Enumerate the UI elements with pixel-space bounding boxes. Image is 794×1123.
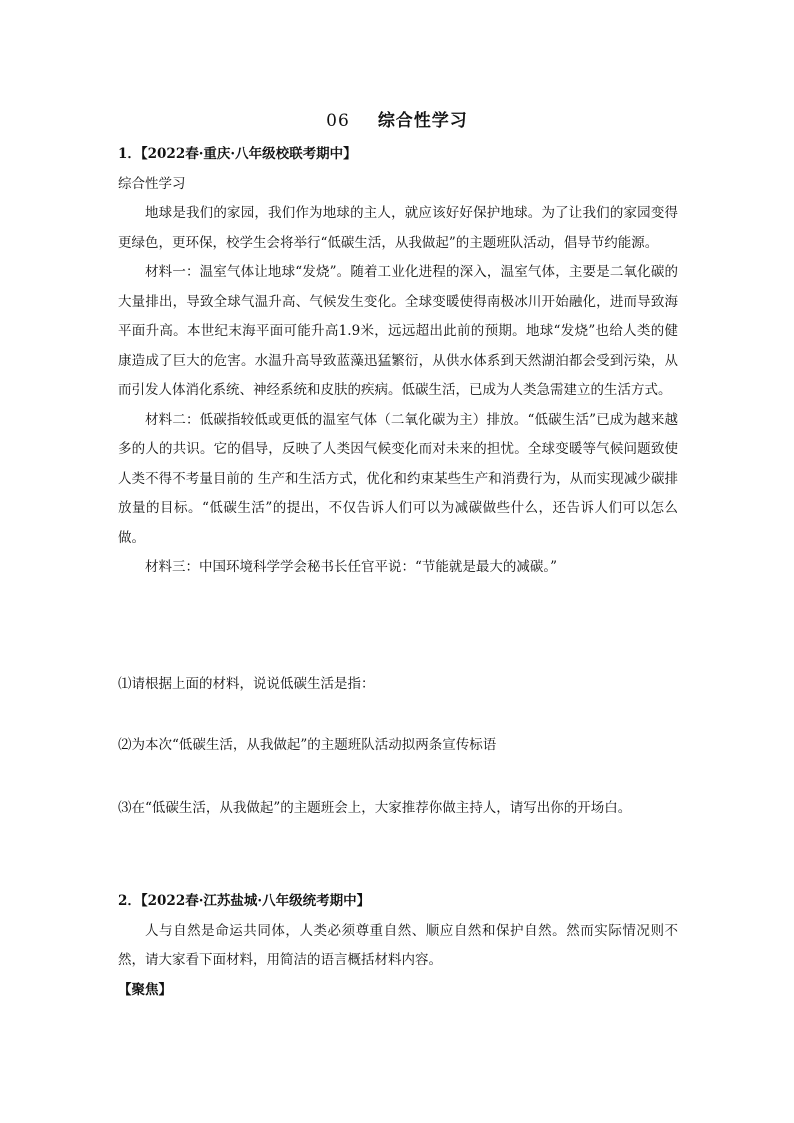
focus-label: 【聚焦】 — [118, 981, 172, 998]
title-text: 综合性学习 — [377, 111, 468, 131]
question-2 — [118, 887, 678, 1005]
title-number: 06 — [326, 111, 350, 131]
question-2-heading: 2．【2022春·江苏盐城·八年级统考期中】 — [118, 893, 371, 909]
question-1-heading: 1．【2022春·重庆·八年级校联考期中】 — [118, 146, 357, 162]
question-1-subtitle: 综合性学习 — [118, 175, 186, 192]
material-3: 材料三：中国环境科学学会秘书长任官平说：“节能就是最大的减碳。” — [145, 559, 558, 575]
sub-question-2: ⑵为本次“低碳生活，从我做起”的主题班队活动拟两条宣传标语 — [118, 737, 497, 753]
sub-question-1: ⑴请根据上面的材料，说说低碳生活是指： — [118, 676, 375, 692]
question-1 — [118, 140, 678, 583]
question-1-intro: 地球是我们的家园，我们作为地球的主人，就应该好好保护地球。为了让我们的家园变得更绿色，更环保，校学生会将举行“低碳生活，从我做起”的主题班队活动，倡导节约能源。 — [118, 205, 678, 251]
sub-question-3: ⑶在“低碳生活，从我做起”的主题班会上，大家推荐你做主持人，请写出你的开场白。 — [118, 800, 632, 816]
material-2: 材料二：低碳指较低或更低的温室气体（二氧化碳为主）排放。“低碳生活”已成为越来越多的人的共识。它的倡导，反映了人类因气候变化而对未来的担忧。全球变暖等气候问题致使人类不得不考量目前的 生产和生活方式，优化和约束某些生产和消费行为，从而实现减少碳排放量的目标。“低碳生活”的提出，不仅告诉人们可以为减碳做些什么，还告诉人们可以怎么做。 — [118, 411, 678, 546]
material-1: 材料一：温室气体让地球“发烧”。随着工业化进程的深入，温室气体，主要是二氧化碳的大量排出，导致全球气温升高、气候发生变化。全球变暖使得南极冰川开始融化，进而导致海平面升高。本世纪末海平面可能升高1.9米，远远超出此前的预期。地球“发烧”也给人类的健康造成了巨大的危害。水温升高导致蓝藻迅猛繁衍，从供水体系到天然湖泊都会受到污染，从而引发人体消化系统、神经系统和皮肤的疾病。低碳生活，已成为人类急需建立的生活方式。 — [118, 264, 678, 398]
page-title — [0, 106, 794, 131]
question-2-intro: 人与自然是命运共同体，人类必须尊重自然、顺应自然和保护自然。然而实际情况则不然，请大家看下面材料，用简洁的语言概括材料内容。 — [118, 922, 678, 968]
